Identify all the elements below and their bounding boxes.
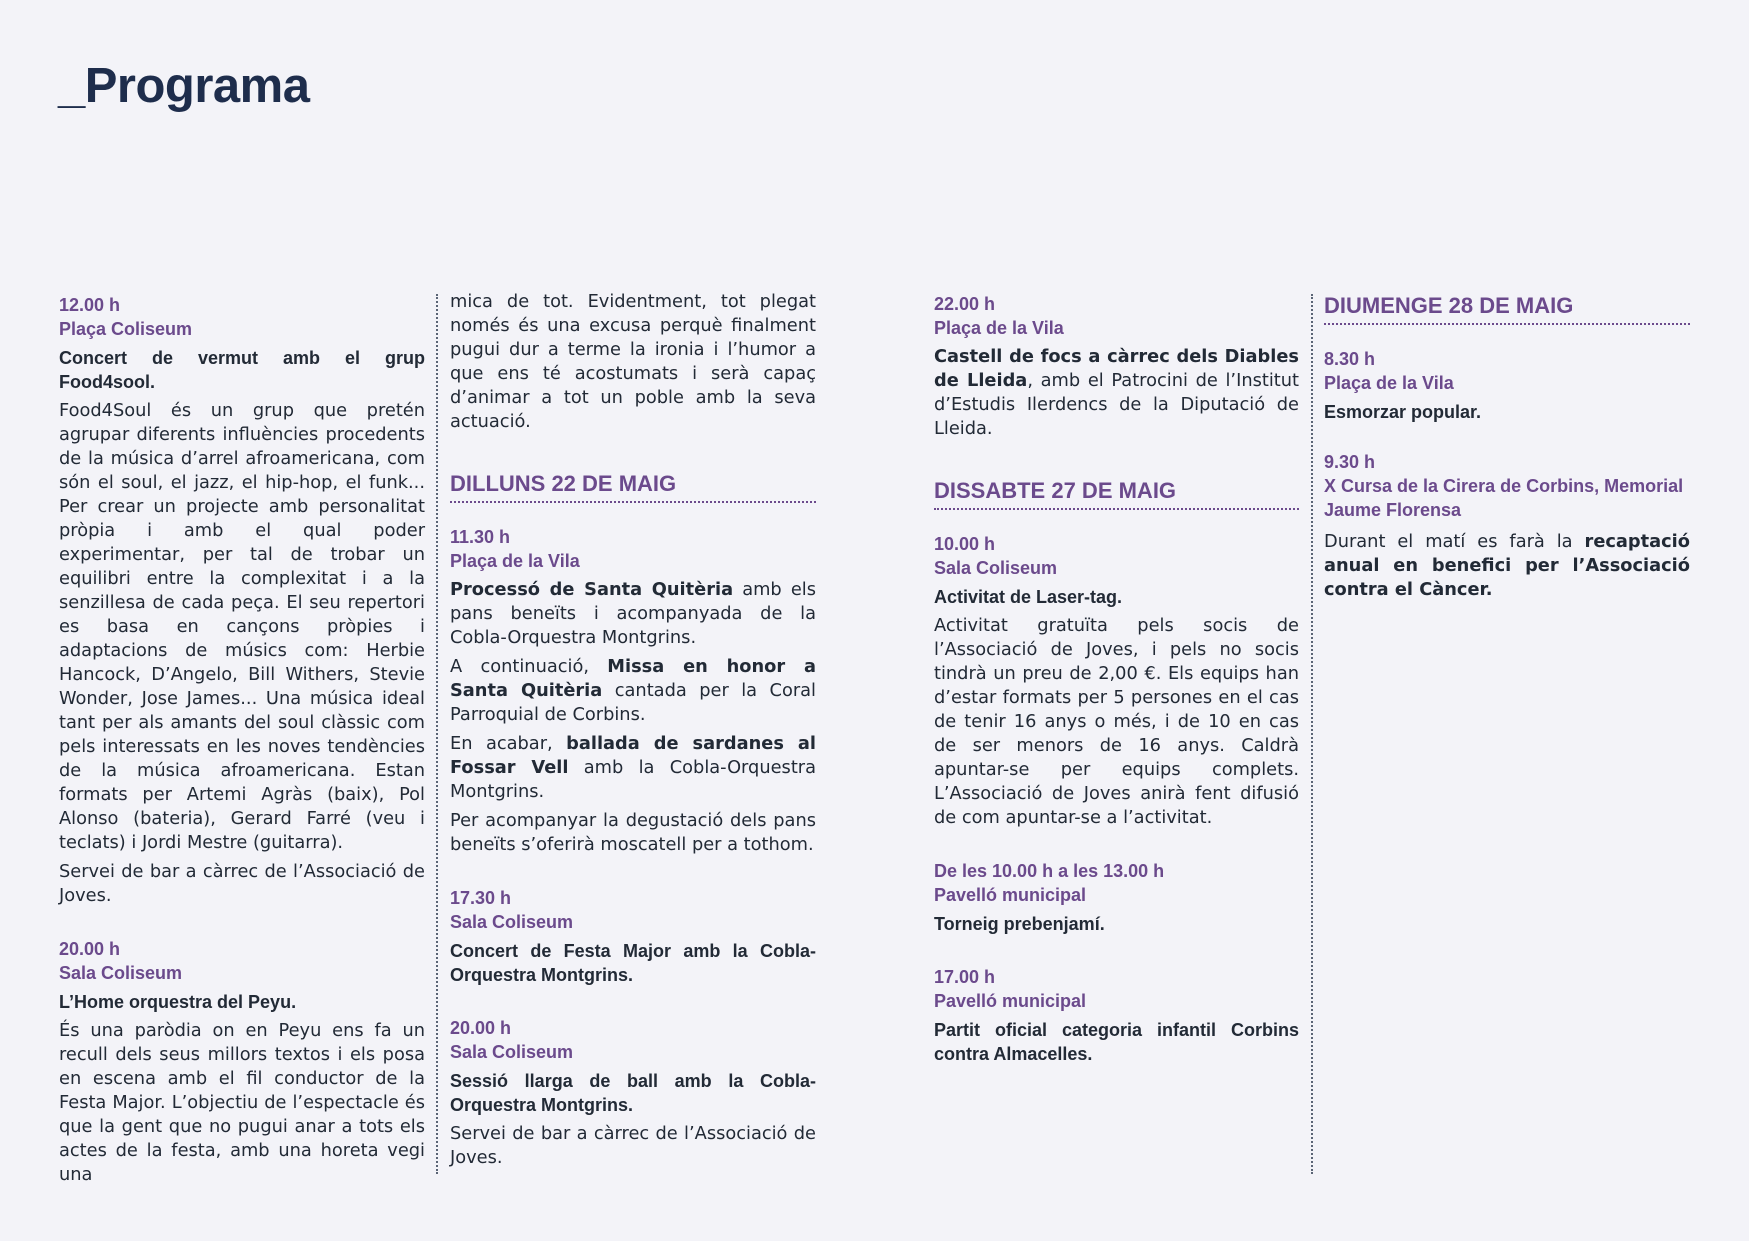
- event-title: Torneig prebenjamí.: [934, 914, 1105, 934]
- event-title: Concert de vermut amb el grup Food4sool.: [59, 348, 425, 392]
- event-place: Sala Coliseum: [934, 558, 1058, 578]
- highlight: ballada de sardanes al Fossar Vell: [450, 733, 816, 778]
- event-time: 20.00 h: [59, 939, 121, 959]
- event-paragraph: [450, 655, 816, 727]
- event-paragraph: [450, 578, 816, 650]
- event-cursa: [1324, 450, 1690, 602]
- event-place: Sala Coliseum: [450, 912, 574, 932]
- column-divider: [1311, 294, 1313, 1174]
- highlight: Missa en honor a Santa Quitèria: [450, 656, 817, 701]
- event-paragraph: [450, 732, 816, 804]
- column-divider: [436, 294, 438, 1174]
- event-paragraph: [1324, 530, 1690, 602]
- column-1: [59, 293, 425, 1187]
- event-home-orquestra: [59, 937, 425, 1187]
- event-castell-focs: [934, 292, 1299, 441]
- event-esmorzar: [1324, 347, 1690, 424]
- column-2: [450, 290, 816, 1170]
- event-time: 20.00 h: [450, 1018, 512, 1038]
- event-time: 11.30 h: [450, 527, 511, 547]
- event-bar-note: Servei de bar a càrrec de l’Associació de Joves.: [450, 1123, 816, 1168]
- event-place: Plaça de la Vila: [934, 318, 1064, 338]
- event-place: Sala Coliseum: [450, 1042, 574, 1062]
- event-laser-tag: [934, 532, 1299, 830]
- event-title: Esmorzar popular.: [1324, 402, 1482, 422]
- event-time: 12.00 h: [59, 295, 121, 315]
- day-heading: DILLUNS 22 DE MAIG: [450, 470, 816, 503]
- text: , amb el Patrocini de l’Institut d’Estudis Ilerdencs de la Diputació de Lleida.: [934, 370, 1299, 439]
- event-processo: [450, 525, 816, 857]
- event-description: Activitat gratuïta pels socis de l’Associació de Joves, i pels no socis tindrà un preu de 2,00 €. Els equips han d’estar formats per 5 persones en el cas de tenir 16 anys o més, i de 10 en cas de ser menors de 16 anys. Caldrà apuntar-se per equips complets. L’Associació de Joves anirà fent difusió de com apuntar-se a l’activitat.: [934, 615, 1299, 828]
- day-heading: DIUMENGE 28 DE MAIG: [1324, 292, 1690, 325]
- event-place: Pavelló municipal: [934, 991, 1087, 1011]
- text: amb els pans beneïts i acompanyada de la Cobla-Orquestra Montgrins.: [450, 579, 816, 648]
- event-time: 22.00 h: [934, 294, 996, 314]
- event-place: Plaça de la Vila: [450, 551, 580, 571]
- event-place: X Cursa de la Cirera de Corbins, Memorial Jaume Florensa: [1324, 476, 1684, 520]
- event-title: L’Home orquestra del Peyu.: [59, 992, 297, 1012]
- event-sessio-ball: [450, 1016, 816, 1170]
- text: En acabar,: [450, 733, 567, 754]
- highlight: recaptació anual en benefici per l’Associació contra el Càncer.: [1324, 531, 1690, 600]
- description-continued: mica de tot. Evidentment, tot plegat només és una excusa perquè finalment pugui dur a terme la ironia i l’humor a que ens té acostumats i serà capaç d’animar a tot un poble amb la seva actuació.: [450, 291, 816, 432]
- event-concert-festa-major: [450, 886, 816, 987]
- event-description: Food4Soul és un grup que pretén agrupar diferents influències procedents de la música d’arrel afroamericana, com són el soul, el jazz, el hip-hop, el funk... Per crear un projecte amb personalitat pròpia i amb el qual poder experimentar, per tal de trobar un equilibri entre la complexitat i a la senzillesa de cada peça. El seu repertori es basa en cançons pròpies i adaptacions de músics com: Herbie Hancock, D’Angelo, Bill Withers, Stevie Wonder, Jose James... Una música ideal tant per als amants del soul clàssic com pels interessats en les noves tendències de la música afroamericana. Estan formats per Artemi Agràs (baix), Pol Alonso (bateria), Gerard Farré (veu i teclats) i Jordi Mestre (guitarra).: [59, 400, 425, 853]
- text: amb la Cobla-Orquestra Montgrins.: [450, 757, 816, 802]
- event-time: 8.30 h: [1324, 349, 1376, 369]
- event-time: 10.00 h: [934, 534, 996, 554]
- column-3: [934, 292, 1299, 1066]
- event-description: És una paròdia on en Peyu ens fa un recull dels seus millors textos i els posa en escena amb el fil conductor de la Festa Major. L’objectiu de l’espectacle és que la gent que no pugui anar a tots els actes de la festa, amb una horeta vegi una: [59, 1020, 425, 1185]
- event-time: 9.30 h: [1324, 452, 1376, 472]
- event-time: 17.30 h: [450, 888, 512, 908]
- event-time: 17.00 h: [934, 967, 996, 987]
- event-title: Partit oficial categoria infantil Corbins contra Almacelles.: [934, 1020, 1299, 1064]
- event-torneig: [934, 859, 1299, 936]
- event-place: Plaça Coliseum: [59, 319, 193, 339]
- text: cantada per la Coral Parroquial de Corbins.: [450, 680, 816, 725]
- event-title: Activitat de Laser-tag.: [934, 587, 1123, 607]
- highlight: Processó de Santa Quitèria: [450, 579, 734, 600]
- event-title: Sessió llarga de ball amb la Cobla-Orquestra Montgrins.: [450, 1071, 816, 1115]
- event-place: Pavelló municipal: [934, 885, 1087, 905]
- event-paragraph: [934, 345, 1299, 441]
- event-partit: [934, 965, 1299, 1066]
- highlight: Castell de focs a càrrec dels Diables de Lleida: [934, 346, 1299, 391]
- event-concert-vermut: [59, 293, 425, 908]
- text: A continuació,: [450, 656, 608, 677]
- column-4: [1324, 292, 1690, 602]
- day-heading: DISSABTE 27 DE MAIG: [934, 477, 1299, 510]
- page-title: _Programa: [58, 59, 310, 113]
- event-place: Sala Coliseum: [59, 963, 183, 983]
- event-title: Concert de Festa Major amb la Cobla-Orquestra Montgrins.: [450, 941, 816, 985]
- event-paragraph: Per acompanyar la degustació dels pans beneïts s’oferirà moscatell per a tothom.: [450, 810, 816, 855]
- event-bar-note: Servei de bar a càrrec de l’Associació de Joves.: [59, 861, 425, 906]
- event-time: De les 10.00 h a les 13.00 h: [934, 861, 1165, 881]
- text: Durant el matí es farà la: [1324, 531, 1585, 552]
- event-place: Plaça de la Vila: [1324, 373, 1454, 393]
